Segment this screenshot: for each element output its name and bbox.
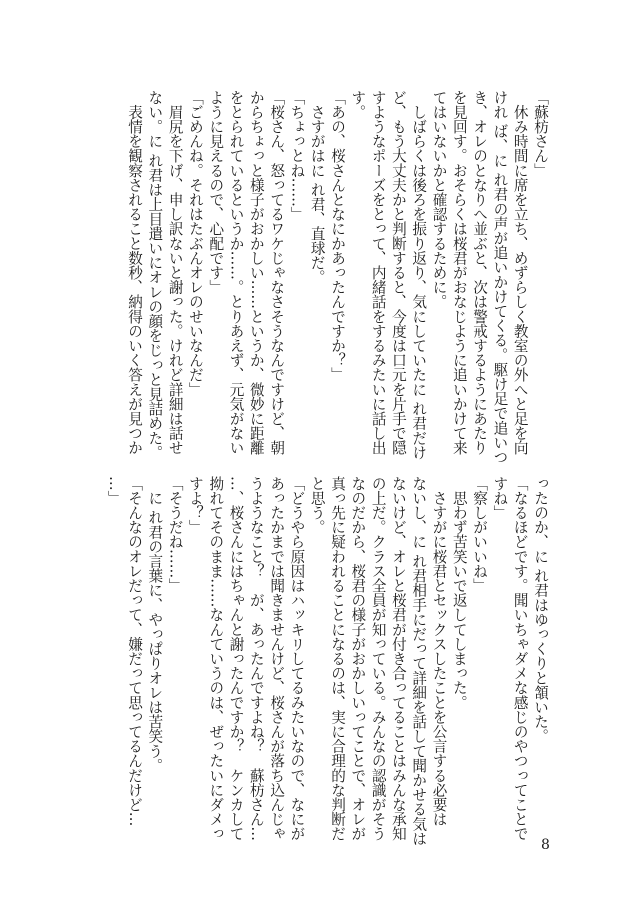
text-line: ないし、に れ君相手にだって詳細を話して聞かせる気は bbox=[410, 476, 428, 846]
text-line: しばらくは後ろを振り返り、気にしていたに れ君だけ bbox=[410, 90, 428, 460]
text-line: 「あの、桜さんとなにかあったんですか？」 bbox=[329, 90, 347, 382]
text-line: あったかまでは聞きませんけど、桜さんが落ち込んじゃ bbox=[268, 476, 286, 841]
text-line: すようなポーズをとって、内緒話をするみたいに話し出 bbox=[369, 90, 387, 455]
text-line: 真っ先に疑われることになるのは、実に合理的な判断だ bbox=[329, 476, 347, 841]
text-line: …、桜さんにはちゃんと謝ったんですか？ ケンカして bbox=[227, 476, 245, 841]
text-line: 「ごめんね。それはたぶんオレのせいなんだ」 bbox=[186, 90, 204, 397]
text-line: の上だ。クラス全員が知っている。みんなの認識がそう bbox=[369, 476, 387, 841]
text-line: 表情を観察されること数秒、納得のいく答えが見つか bbox=[126, 90, 144, 455]
text-line: うようなこと？ が、あったんですよね？ 蘇枋さん… bbox=[247, 476, 265, 841]
text-line: ないけど、オレと桜君が付き合ってることはみんな承知 bbox=[389, 476, 407, 841]
text-line: てはいないかと確認するために。 bbox=[430, 90, 448, 309]
page-number: 8 bbox=[541, 837, 550, 853]
text-line: 眉尻を下げ、申し訳ないと謝った。けれど詳細は話せ bbox=[166, 90, 184, 455]
text-line: ったのか、に れ君はゆっくりと頷いた。 bbox=[532, 476, 549, 744]
text-line: なのだから、桜君の様子がおかしいってことで、オレが bbox=[349, 476, 367, 841]
text-line: を見回す。おそらくは桜君がおなじように追いかけて来 bbox=[450, 90, 468, 455]
text-line: すよ？」 bbox=[186, 476, 204, 535]
text-line: き、オレのとなりへ並ぶと、次は警戒するようにあたり bbox=[471, 90, 489, 455]
text-line: からちょっと様子がおかしい……というか、微妙に距離 bbox=[247, 90, 265, 455]
text-line: さすがに桜君とセックスしたことを公言する必要は bbox=[430, 476, 448, 827]
text-block-lower bbox=[103, 476, 550, 846]
text-line: さすがはに れ君、直球だ。 bbox=[308, 90, 326, 285]
text-line: に れ君の言葉に、やっぱりオレは苦笑う。 bbox=[146, 476, 164, 773]
text-line: す。 bbox=[349, 90, 367, 120]
text-line: 「どうやら原因はハッキリしてるみたいなので、なにが bbox=[288, 476, 306, 841]
text-line: 「ちょっとね……」 bbox=[288, 90, 306, 222]
text-line: ない。に れ君は上目遣いにオレの顔をじっと見詰めた。 bbox=[146, 90, 164, 460]
text-line: と思う。 bbox=[308, 476, 326, 535]
text-line: ように見えるので、心配です」 bbox=[207, 90, 225, 295]
text-line: 休み時間に席を立ち、めずらしく教室の外へと足を向 bbox=[511, 90, 529, 455]
text-line: ど、もう大丈夫かと判断すると、今度は口元を片手で隠 bbox=[389, 90, 407, 455]
text-line: 「そんなのオレだって、嫌だって思ってるんだけど… bbox=[126, 476, 144, 827]
text-line: 拗れてそのまま……なんていうのは、ぜったいにダメっ bbox=[207, 476, 225, 841]
text-line: すね」 bbox=[491, 476, 509, 520]
text-line: 「察しがいいね」 bbox=[471, 476, 489, 593]
text-line: 思わず苦笑いで返してしまった。 bbox=[450, 476, 468, 710]
text-line: けれ ば、に れ君の声が追いかけてくる。駆け足で追いつ bbox=[491, 90, 509, 465]
text-line: 「蘇枋さん」 bbox=[532, 90, 549, 178]
text-line: をとられているというか……。とりあえず、元気がない bbox=[227, 90, 245, 455]
text-line: 「そうだね……」 bbox=[166, 476, 184, 593]
text-line: …」 bbox=[105, 476, 123, 506]
text-block-upper bbox=[124, 90, 550, 465]
text-line: 「桜さん、怒ってるワケじゃなさそうなんですけど、朝 bbox=[268, 90, 286, 455]
text-line: 「なるほどです。聞いちゃダメな感じのやつってことで bbox=[511, 476, 529, 841]
